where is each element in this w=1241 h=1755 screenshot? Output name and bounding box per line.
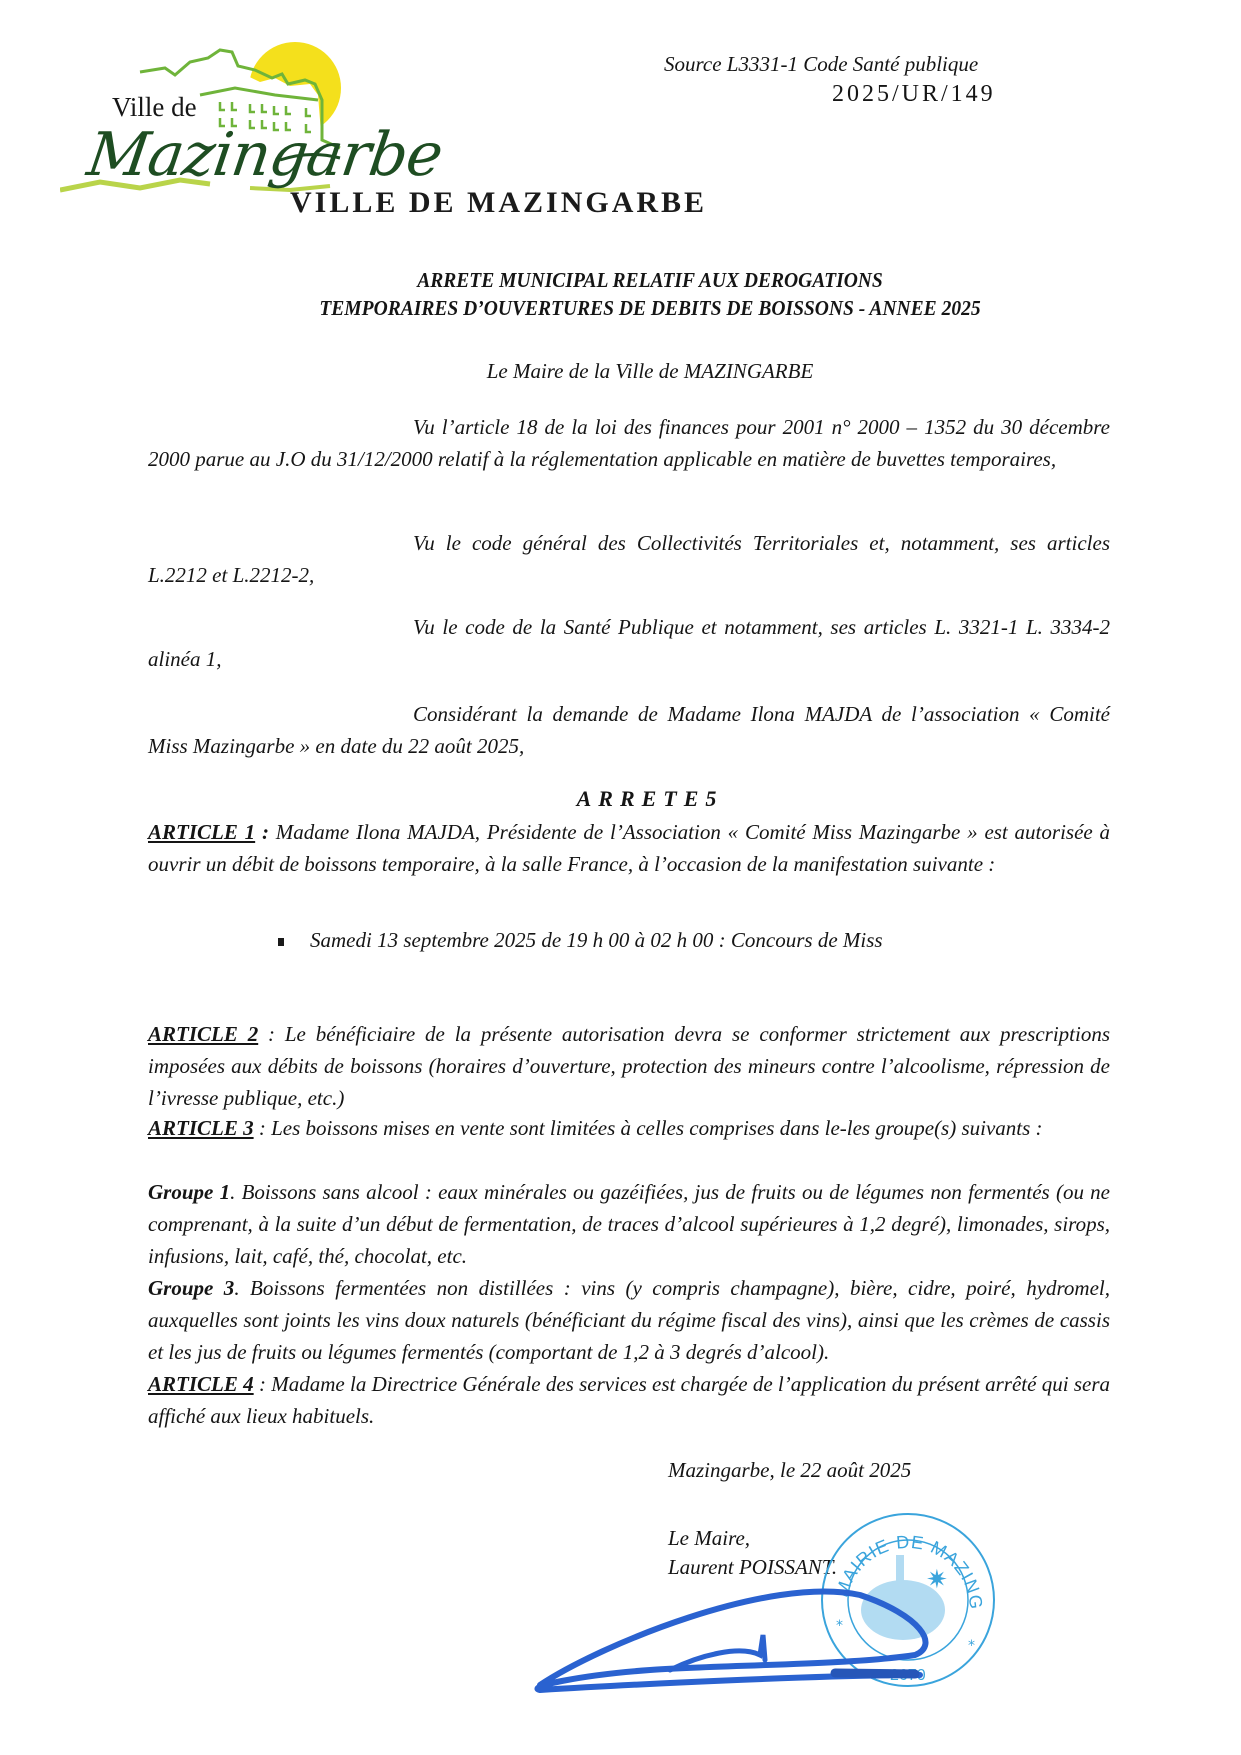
article-4-sep: : — [253, 1372, 272, 1396]
mayor-line: Le Maire de la Ville de MAZINGARBE — [486, 359, 814, 383]
article-2-label: ARTICLE 2 — [148, 1022, 259, 1046]
reference-number: 2025/UR/149 — [832, 81, 996, 107]
whereas-cgct: Vu le code général des Collectivités Territoriales et, notamment, ses articles L.2212 et L.2212-2, — [148, 531, 1110, 587]
article-4 — [148, 1368, 1110, 1432]
title-line-2: TEMPORAIRES D’OUVERTURES DE DEBITS DE BOISSONS - ANNEE 2025 — [319, 296, 981, 320]
article-1-sep: : — [255, 820, 276, 844]
city-title: VILLE DE MAZINGARBE — [290, 186, 708, 219]
article-3-label: ARTICLE 3 — [148, 1116, 254, 1140]
document-title — [139, 266, 1162, 322]
bullet-square-icon — [278, 938, 284, 946]
article-2-sep: : — [258, 1022, 285, 1046]
article-3-text: Les boissons mises en vente sont limitées à celles comprises dans le-les groupe(s) suivants : — [271, 1116, 1043, 1140]
signature-stroke — [520, 1575, 950, 1715]
logo-small-text: Ville de — [112, 92, 197, 122]
svg-text:*: * — [836, 1618, 843, 1634]
considering-request: Considérant la demande de Madame Ilona MAJDA de l’association « Comité Miss Mazingarbe » en date du 22 août 2025, — [148, 702, 1110, 758]
group-1-text: . Boissons sans alcool : eaux minérales ou gazéifiées, jus de fruits ou de légumes non fermentés (ou ne comprenant, à la suite d’un début de fermentation, de traces d’alcool supérieures à 1,2 degré), limonades, sirops, infusions, lait, café, thé, chocolat, etc. — [148, 1180, 1111, 1268]
event-list-item — [278, 928, 883, 953]
article-1-label: ARTICLE 1 — [148, 820, 256, 844]
group-3-text: . Boissons fermentées non distillées : vins (y compris champagne), bière, cidre, poiré, hydromel, auxquelles sont joints les vins doux naturels (bénéficiant du régime fiscal des vins), ainsi que les crèmes de cassis et les jus de fruits ou légumes fermentés (comportant de 1,2 à 3 degrés d’alcool). — [148, 1276, 1110, 1364]
decrees-heading: ARRETE5 — [576, 786, 724, 811]
logo-script-text: Mazingarbe — [83, 120, 447, 190]
title-line-1: ARRETE MUNICIPAL RELATIF AUX DEROGATIONS — [417, 268, 883, 292]
group-3-label: Groupe 3 — [148, 1276, 235, 1300]
svg-text:✷: ✷ — [926, 1565, 948, 1595]
group-1-label: Groupe 1 — [148, 1180, 231, 1204]
group-3 — [148, 1272, 1110, 1368]
group-1 — [148, 1176, 1110, 1272]
svg-text:*: * — [968, 1638, 975, 1654]
city-logo — [60, 40, 447, 210]
whereas-public-health-code: Vu le code de la Santé Publique et notamment, ses articles L. 3321-1 L. 3334-2 alinéa 1, — [148, 615, 1110, 671]
article-4-text: Madame la Directrice Générale des services est chargée de l’application du présent arrêté qui sera affiché aux lieux habituels. — [148, 1372, 1111, 1428]
article-3 — [148, 1112, 1110, 1144]
handwritten-signature — [520, 1575, 950, 1715]
signatory-name: Laurent POISSANT. — [668, 1555, 838, 1579]
signature-place-date: Mazingarbe, le 22 août 2025 — [668, 1458, 912, 1482]
event-text: Samedi 13 septembre 2025 de 19 h 00 à 02 h 00 : Concours de Miss — [310, 928, 883, 952]
signatory-role: Le Maire, — [668, 1526, 751, 1550]
stamp-number: 2670 — [890, 1667, 926, 1684]
whereas-finance-law: Vu l’article 18 de la loi des finances pour 2001 n° 2000 – 1352 du 30 décembre 2000 parue au J.O du 31/12/2000 relatif à la réglementation applicable en matière de buvettes temporaires, — [148, 415, 1110, 471]
article-2 — [148, 1018, 1110, 1114]
article-2-text: Le bénéficiaire de la présente autorisation devra se conformer strictement aux prescriptions imposées aux débits de boissons (horaires d’ouverture, protection des mineurs contre l’alcoolisme, répression de l’ivresse publique, etc.) — [148, 1022, 1111, 1110]
legal-source: Source L3331-1 Code Santé publique — [664, 52, 979, 76]
article-1 — [148, 816, 1110, 880]
article-1-text: Madame Ilona MAJDA, Présidente de l’Association « Comité Miss Mazingarbe » est autorisée à ouvrir un débit de boissons temporaire, à la salle France, à l’occasion de la manifestation suivante : — [148, 820, 1111, 876]
article-3-sep: : — [253, 1116, 272, 1140]
article-4-label: ARTICLE 4 — [148, 1372, 254, 1396]
stamp-text: MAIRIE DE MAZING — [831, 1531, 987, 1611]
